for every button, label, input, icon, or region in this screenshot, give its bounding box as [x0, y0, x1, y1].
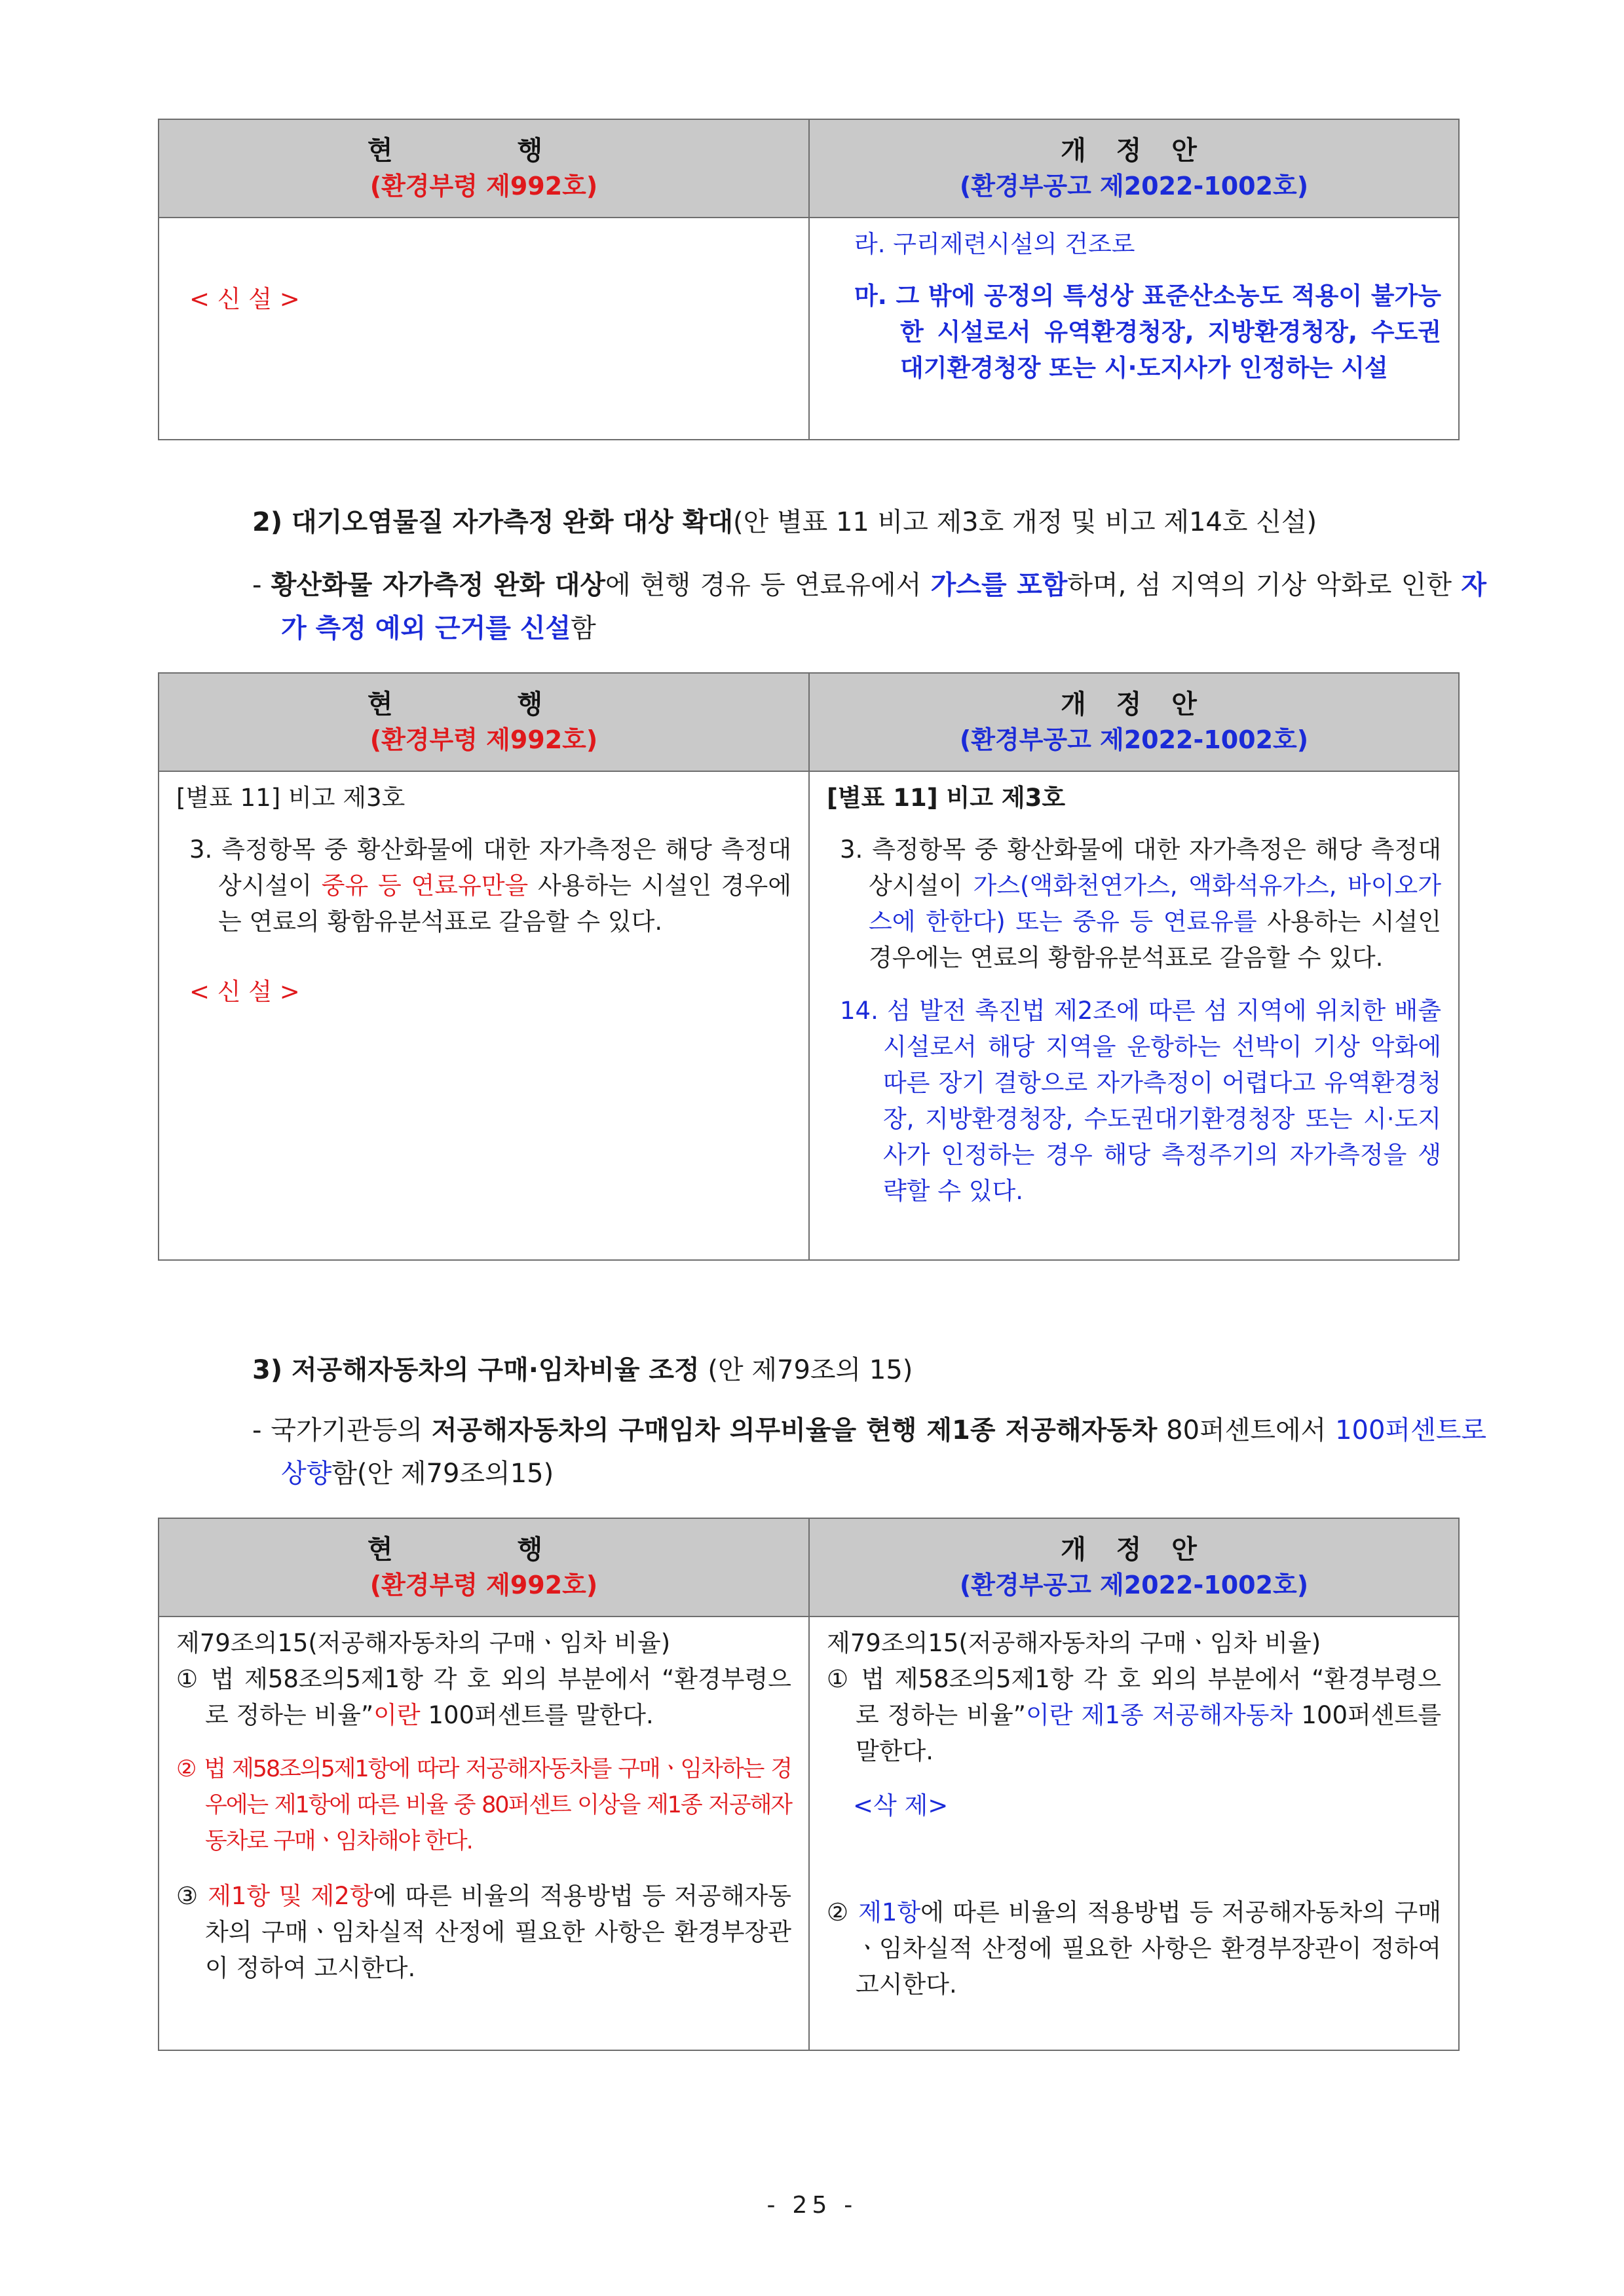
header-current: 현 행 (환경부령 제992호)	[159, 119, 809, 218]
header-current: 현 행 (환경부령 제992호)	[159, 1518, 809, 1617]
header-proposed: 개 정 안 (환경부공고 제2022-1002호)	[809, 119, 1459, 218]
clause-1: ① 법 제58조의5제1항 각 호 외의 부분에서 “환경부령으로 정하는 비율”이란 100퍼센트를 말한다.	[176, 1665, 791, 1729]
appendix-title: [별표 11] 비고 제3호	[827, 784, 1066, 812]
current-cell	[159, 771, 809, 1260]
comparison-table-3	[158, 1518, 1460, 2051]
current-cell	[159, 218, 809, 440]
header-current: 현 행 (환경부령 제992호)	[159, 673, 809, 771]
new-provision-marker: < 신 설 >	[189, 285, 300, 313]
appendix-title: [별표 11] 비고 제3호	[176, 784, 406, 812]
item-ma: 마. 그 밖에 공정의 특성상 표준산소농도 적용이 불가능한 시설로서 유역환경청장, 지방환경청장, 수도권대기환경청장 또는 시·도지사가 인정하는 시설	[854, 282, 1441, 382]
section-3-heading: 3) 저공해자동차의 구매·임차비율 조정 (안 제79조의 15)	[252, 1355, 913, 1385]
section-2-heading: 2) 대기오염물질 자가측정 완화 대상 확대(안 별표 11 비고 제3호 개정 및 비고 제14호 신설)	[252, 507, 1317, 537]
proposed-cell	[809, 218, 1459, 440]
clause-1: ① 법 제58조의5제1항 각 호 외의 부분에서 “환경부령으로 정하는 비율”이란 제1종 저공해자동차 100퍼센트를 말한다.	[827, 1665, 1442, 1765]
note-item-14: 14. 섬 발전 촉진법 제2조에 따른 섬 지역에 위치한 배출 시설로서 해당 지역을 운항하는 선박이 기상 악화에 따른 장기 결항으로 자가측정이 어렵다고 유역환경청장, 지방환경청장, 수도권대기환경청장 또는 시·도지사가 인정하는 경우 해당 측정주기의 자가측정을 생략할 수 있다.	[840, 997, 1441, 1205]
header-proposed: 개 정 안 (환경부공고 제2022-1002호)	[809, 673, 1459, 771]
note-item-3: 3. 측정항목 중 황산화물에 대한 자가측정은 해당 측정대상시설이 가스(액화천연가스, 액화석유가스, 바이오가스에 한한다) 또는 중유 등 연료유를 사용하는 시설인 경우에는 연료의 황함유분석표로 갈음할 수 있다.	[840, 835, 1442, 972]
item-ra: 라. 구리제련시설의 건조로	[854, 230, 1135, 258]
section-3-summary: - 국가기관등의 저공해자동차의 구매임차 의무비율을 현행 제1종 저공해자동차 80퍼센트에서 100퍼센트로 상향함(안 제79조의15)	[252, 1415, 1486, 1489]
note-item-3: 3. 측정항목 중 황산화물에 대한 자가측정은 해당 측정대상시설이 중유 등 연료유만을 사용하는 시설인 경우에는 연료의 황함유분석표로 갈음할 수 있다.	[189, 835, 791, 936]
header-proposed: 개 정 안 (환경부공고 제2022-1002호)	[809, 1518, 1459, 1617]
clause-2-deleted: ② 법 제58조의5제1항에 따라 저공해자동차를 구매ㆍ임차하는 경우에는 제1항에 따른 비율 중 80퍼센트 이상을 제1종 저공해자동차로 구매ㆍ임차해야 한다.	[176, 1756, 791, 1854]
section-2-summary: - 황산화물 자가측정 완화 대상에 현행 경유 등 연료유에서 가스를 포함하며, 섬 지역의 기상 악화로 인한 자가 측정 예외 근거를 신설함	[252, 570, 1486, 643]
article-title: 제79조의15(저공해자동차의 구매ㆍ임차 비율)	[827, 1629, 1321, 1657]
comparison-table-2	[158, 672, 1460, 1261]
proposed-cell	[809, 1617, 1459, 2050]
clause-3: ③ 제1항 및 제2항에 따른 비율의 적용방법 등 저공해자동차의 구매ㆍ임차실적 산정에 필요한 사항은 환경부장관이 정하여 고시한다.	[176, 1882, 791, 1982]
proposed-cell	[809, 771, 1459, 1260]
comparison-table-1	[158, 119, 1460, 440]
page-number: - 25 -	[766, 2192, 858, 2219]
clause-2: ② 제1항에 따른 비율의 적용방법 등 저공해자동차의 구매ㆍ임차실적 산정에 필요한 사항은 환경부장관이 정하여 고시한다.	[827, 1898, 1441, 1999]
deleted-marker: <삭 제>	[853, 1791, 949, 1820]
current-cell	[159, 1617, 809, 2050]
article-title: 제79조의15(저공해자동차의 구매ㆍ임차 비율)	[176, 1629, 671, 1657]
new-provision-marker: < 신 설 >	[189, 978, 300, 1006]
